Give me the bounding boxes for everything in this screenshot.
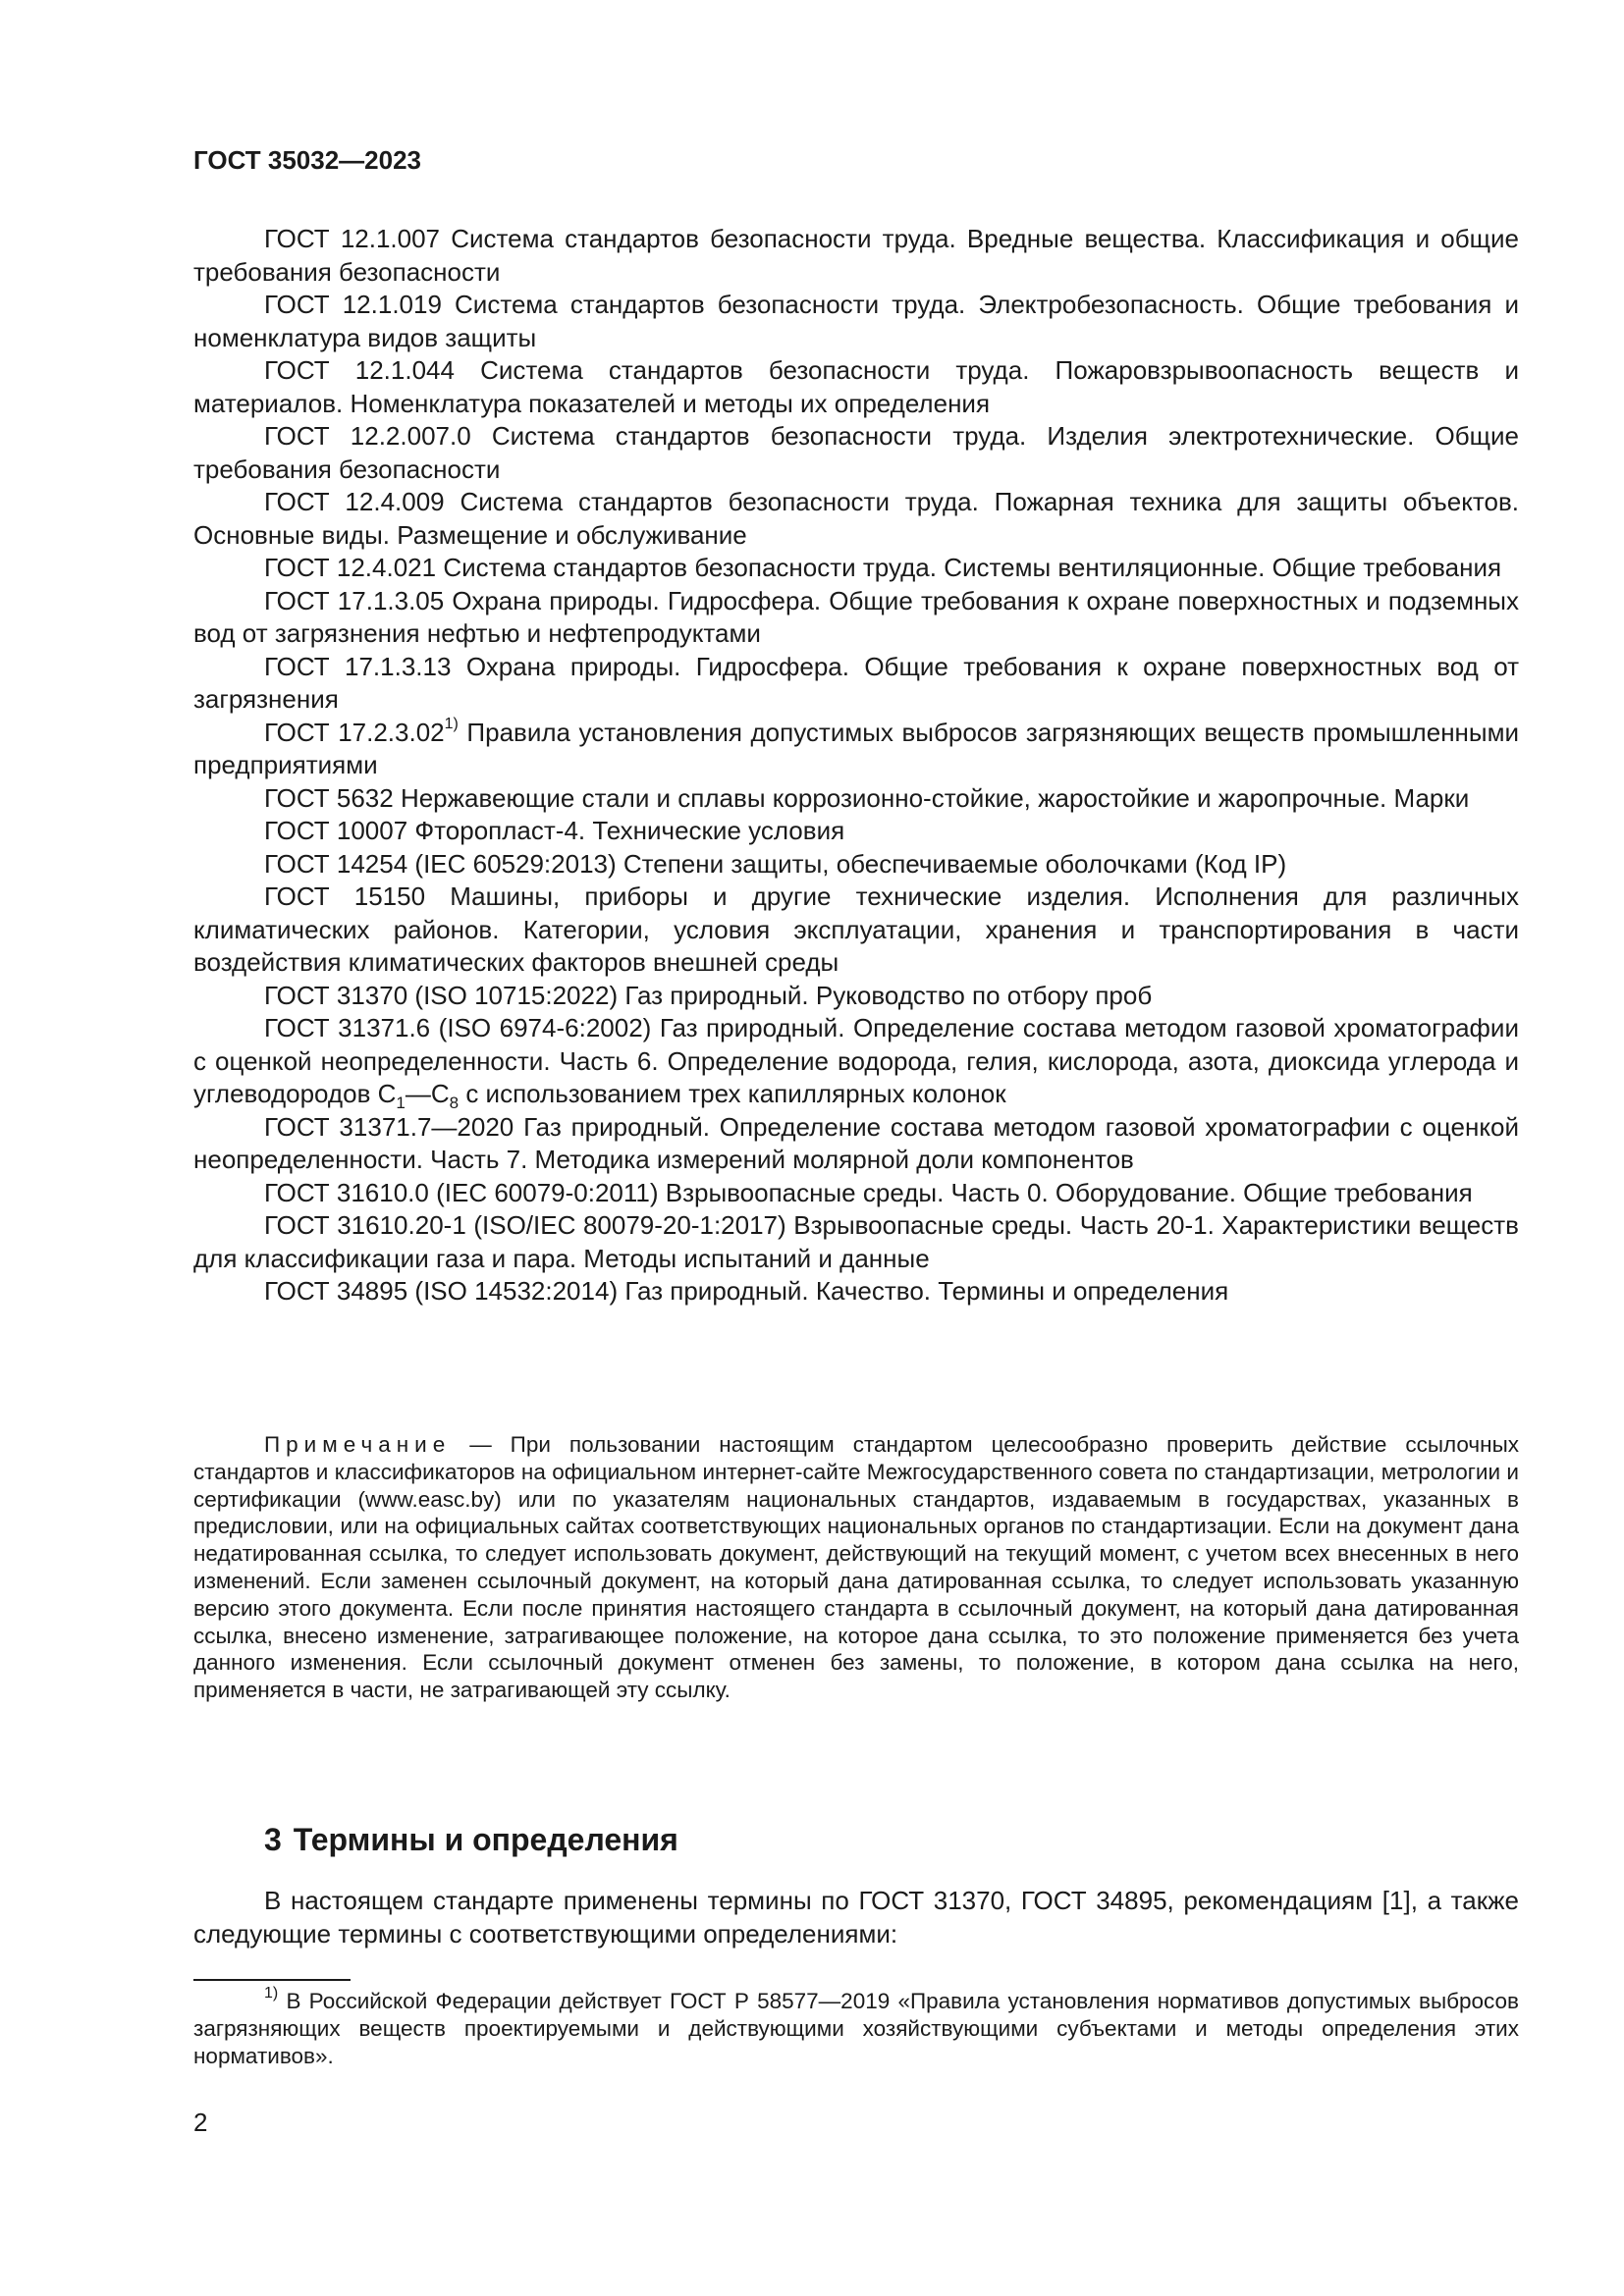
- reference-title: Система стандартов безопасности труда. Пожарная техника для защиты объектов. Основные виды. Размещение и обслуживание: [193, 487, 1519, 550]
- reference-title: Фторопласт-4. Технические условия: [414, 816, 845, 845]
- reference-title: Система стандартов безопасности труда. Системы вентиляционные. Общие требования: [443, 553, 1502, 582]
- reference-code: ГОСТ 10007: [264, 816, 408, 845]
- reference-code: ГОСТ 31610.0: [264, 1177, 429, 1207]
- reference-title: Газ природный. Определение состава методом газовой хроматографии с оценкой неопределенности. Часть 7. Методика измерений молярной доли компонентов: [193, 1111, 1519, 1174]
- reference-item: [193, 980, 1519, 1013]
- reference-code: ГОСТ 12.1.044: [264, 355, 455, 385]
- reference-item: [193, 717, 1519, 782]
- reference-title: (ISO 6974-6:2002) Газ природный. Определение состава методом газовой хроматографии с оценкой неопределенности. Часть 6. Определение водорода, гелия, кислорода, азота, диоксида углерода и углеводородов C: [193, 1013, 1519, 1108]
- reference-item: [193, 289, 1519, 354]
- reference-code: ГОСТ 12.1.019: [264, 290, 442, 319]
- subscript-8: 8: [449, 1094, 460, 1112]
- reference-code: ГОСТ 12.4.009: [264, 487, 445, 516]
- footnote-mark: 1): [264, 1984, 279, 2002]
- reference-code: ГОСТ 31371.6: [264, 1013, 431, 1042]
- reference-title: Правила установления допустимых выбросов загрязняющих веществ промышленными предприятиями: [193, 717, 1519, 779]
- reference-code: ГОСТ 34895: [264, 1276, 408, 1306]
- reference-title: (ISO 10715:2022) Газ природный. Руководство по отбору проб: [414, 980, 1153, 1010]
- reference-code: ГОСТ 17.2.3.02: [264, 717, 445, 747]
- reference-item: [193, 1012, 1519, 1111]
- reference-item: [193, 354, 1519, 420]
- reference-title: Нержавеющие стали и сплавы коррозионно-стойкие, жаростойкие и жаропрочные. Марки: [400, 782, 1470, 813]
- note-text: — При пользовании настоящим стандартом целесообразно проверить действие ссылочных стандартов и классификаторов на официальном интернет-сайте Межгосударственного совета по стандартизации, метрологии и сертификации (www.easc.by) или по указателям национальных стандартов, издаваемым в государствах, указанных в предисловии, или на официальных сайтах соответствующих национальных органов по стандартизации. Если на документ дана недатированная ссылка, то следует использовать документ, действующий на текущий момент, с учетом всех внесенных в него изменений. Если заменен ссылочный документ, на который дана датированная ссылка, то следует использовать указанную версию этого документа. Если после принятия настоящего стандарта в ссылочный документ, на который дана датированная ссылка, внесено изменение, затрагивающее положение, на которое дана ссылка, то это положение применяется без учета данного изменения. Если ссылочный документ отменен без замены, то положение, в котором дана ссылка на него, применяется в части, не затрагивающей эту ссылку.: [193, 1432, 1519, 1703]
- reference-item: [193, 782, 1519, 816]
- footnote-reference-mark[interactable]: 1): [444, 715, 459, 732]
- reference-title: Охрана природы. Гидросфера. Общие требования к охране поверхностных вод от загрязнения: [193, 651, 1519, 714]
- reference-code: ГОСТ 14254: [264, 848, 408, 879]
- reference-title: Система стандартов безопасности труда. Вредные вещества. Классификация и общие требования безопасности: [193, 224, 1519, 287]
- reference-code: ГОСТ 12.2.007.0: [264, 421, 471, 451]
- reference-item: [193, 1111, 1519, 1177]
- subscript-1: 1: [396, 1094, 406, 1112]
- reference-item: [193, 815, 1519, 848]
- reference-code: ГОСТ 5632: [264, 782, 394, 813]
- reference-item: [193, 1209, 1519, 1275]
- page-number: 2: [193, 2108, 208, 2137]
- reference-code: ГОСТ 17.1.3.13: [264, 651, 452, 681]
- reference-item: [193, 881, 1519, 980]
- reference-item: [193, 1275, 1519, 1308]
- reference-item: [193, 223, 1519, 289]
- footnote-text: В Российской Федерации действует ГОСТ Р 58577—2019 «Правила установления нормативов допустимых выбросов загрязняющих веществ проектируемыми и действующими хозяйствующими субъектами и методы определения этих нормативов».: [193, 1989, 1519, 2068]
- section-heading: [264, 1821, 678, 1858]
- normative-references-list: [193, 223, 1519, 1308]
- reference-title: (ISO 14532:2014) Газ природный. Качество. Термины и определения: [414, 1276, 1229, 1306]
- reference-item: [193, 1177, 1519, 1210]
- reference-code: ГОСТ 31610.20-1: [264, 1210, 466, 1240]
- standard-number-header: ГОСТ 35032—2023: [193, 145, 421, 175]
- reference-code: ГОСТ 12.1.007: [264, 224, 441, 253]
- section-number: 3: [264, 1822, 282, 1857]
- reference-item: [193, 420, 1519, 486]
- note-label: Примечание: [264, 1432, 452, 1457]
- reference-item: [193, 651, 1519, 717]
- reference-item: [193, 848, 1519, 881]
- reference-title: Система стандартов безопасности труда. Электробезопасность. Общие требования и номенклатура видов защиты: [193, 290, 1519, 352]
- reference-code: ГОСТ 31370: [264, 980, 408, 1010]
- section-intro-paragraph: В настоящем стандарте применены термины по ГОСТ 31370, ГОСТ 34895, рекомендациям [1], а также следующие термины с соответствующими определениями:: [193, 1886, 1519, 1949]
- reference-title: Система стандартов безопасности труда. Изделия электротехнические. Общие требования безопасности: [193, 421, 1519, 484]
- reference-title-tail: с использованием трех капиллярных колонок: [465, 1079, 1006, 1108]
- footnote: [193, 1984, 1519, 2069]
- reference-title: (ISO/IEC 80079-20-1:2017) Взрывоопасные среды. Часть 20-1. Характеристики веществ для классификации газа и пара. Методы испытаний и данные: [193, 1210, 1519, 1273]
- reference-title: (IEC 60529:2013) Степени защиты, обеспечиваемые оболочками (Код IP): [414, 848, 1287, 879]
- dash-c: —C: [405, 1079, 450, 1108]
- footnote-separator: [193, 1979, 351, 1981]
- note-paragraph: [193, 1431, 1519, 1704]
- reference-code: ГОСТ 17.1.3.05: [264, 585, 445, 615]
- section-title: Термины и определения: [293, 1822, 678, 1857]
- reference-title: Машины, приборы и другие технические изделия. Исполнения для различных климатических районов. Категории, условия эксплуатации, хранения и транспортирования в части воздействия климатических факторов внешней среды: [193, 881, 1519, 977]
- reference-item: [193, 486, 1519, 552]
- reference-code: ГОСТ 12.4.021: [264, 553, 437, 582]
- reference-title: Система стандартов безопасности труда. Пожаровзрывоопасность веществ и материалов. Номенклатура показателей и методы их определения: [193, 355, 1519, 418]
- reference-title: (IEC 60079-0:2011) Взрывоопасные среды. Часть 0. Оборудование. Общие требования: [436, 1177, 1473, 1207]
- reference-title: Охрана природы. Гидросфера. Общие требования к охране поверхностных и подземных вод от загрязнения нефтью и нефтепродуктами: [193, 585, 1519, 648]
- reference-item: [193, 552, 1519, 585]
- reference-item: [193, 585, 1519, 651]
- reference-code: ГОСТ 31371.7—2020: [264, 1111, 514, 1142]
- reference-code: ГОСТ 15150: [264, 881, 426, 911]
